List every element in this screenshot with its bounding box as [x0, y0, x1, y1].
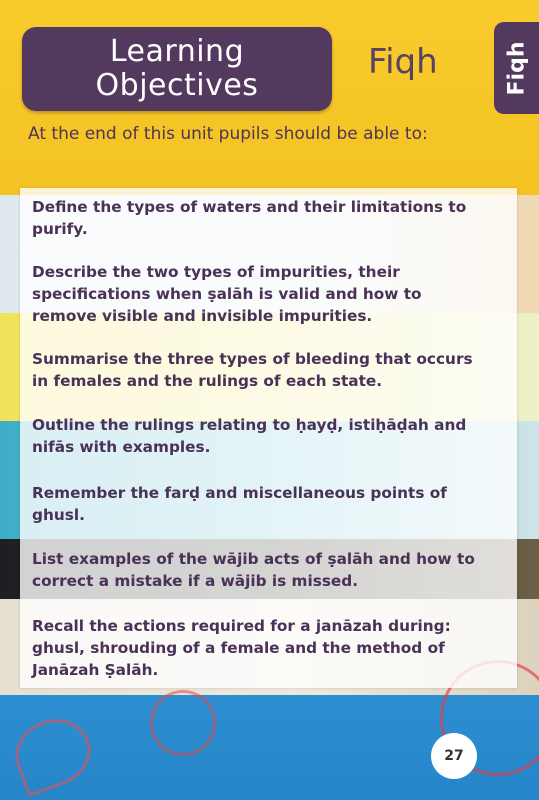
objective-text-line: purify. [32, 220, 88, 238]
objective-text-line: in females and the rulings of each state. [32, 372, 383, 390]
objective-item [32, 482, 512, 526]
objective-text-line: Summarise the three types of bleeding that occurs [32, 350, 473, 368]
objective-text-line: Define the types of waters and their limitations to [32, 198, 467, 216]
objective-item [32, 196, 512, 240]
objective-item [32, 414, 512, 458]
objective-text-line: Outline the rulings relating to ḥayḍ, istiḥāḍah and [32, 416, 467, 434]
flower-illustration [150, 690, 216, 756]
intro-text: At the end of this unit pupils should be able to: [28, 124, 428, 144]
objective-item [32, 615, 512, 681]
learning-objectives-title [22, 27, 332, 111]
objective-text-line: Describe the two types of impurities, their [32, 263, 400, 281]
objective-text-line: List examples of the wājib acts of ṣalāh and how to [32, 550, 475, 568]
side-tab-label: Fiqh [504, 41, 530, 95]
objective-text-line: Recall the actions required for a janāzah during: [32, 617, 451, 635]
subject-heading: Fiqh [368, 42, 438, 82]
objective-text-line: nifās with examples. [32, 438, 211, 456]
page-number: 27 [431, 733, 477, 779]
objectives-panel [20, 188, 517, 688]
objective-item [32, 261, 512, 327]
title-line-2: Objectives [95, 68, 259, 103]
objective-text-line: remove visible and invisible impurities. [32, 307, 373, 325]
objective-text-line: specifications when ṣalāh is valid and how to [32, 285, 422, 303]
objective-text-line: Remember the farḍ and miscellaneous points of [32, 484, 447, 502]
objective-text-line: Janāzah Ṣalāh. [32, 661, 159, 679]
title-line-1: Learning [109, 34, 245, 69]
objective-text-line: ghusl, shrouding of a female and the method of [32, 639, 445, 657]
subject-side-tab [494, 22, 539, 114]
objective-text-line: correct a mistake if a wājib is missed. [32, 572, 359, 590]
objective-text-line: ghusl. [32, 506, 85, 524]
objective-item [32, 548, 512, 592]
objective-item [32, 348, 512, 392]
